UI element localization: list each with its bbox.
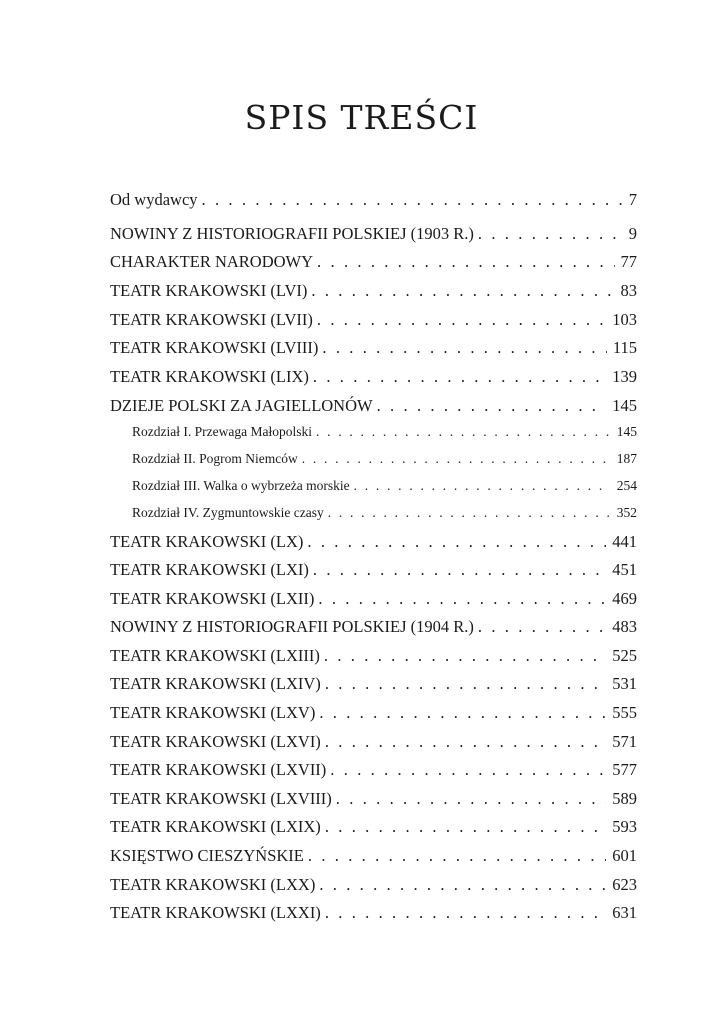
toc-entry	[110, 532, 637, 552]
dot-leader	[336, 789, 606, 809]
toc-subentry	[132, 424, 637, 440]
dot-leader	[307, 532, 606, 552]
toc-entry-page-number: 483	[612, 617, 637, 636]
dot-leader	[319, 703, 606, 723]
toc-entry	[110, 190, 637, 210]
dot-leader	[330, 760, 606, 780]
toc-entry-title: TEATR KRAKOWSKI (LXX)	[110, 875, 316, 894]
toc-entry	[110, 875, 637, 895]
toc-entry-title: Rozdział III. Walka o wybrzeża morskie	[132, 478, 350, 493]
toc-entry-page-number: 589	[612, 789, 637, 808]
toc-entry-title: TEATR KRAKOWSKI (LX)	[110, 532, 304, 551]
dot-leader	[318, 589, 606, 609]
toc-entry-title: NOWINY Z HISTORIOGRAFII POLSKIEJ (1903 R.)	[110, 224, 474, 243]
toc-entry	[110, 846, 637, 866]
toc-entry	[110, 589, 637, 609]
toc-entry-page-number: 187	[616, 451, 637, 466]
toc-entry-title: TEATR KRAKOWSKI (LXVI)	[110, 732, 321, 751]
toc-entry-title: TEATR KRAKOWSKI (LXVII)	[110, 760, 327, 779]
toc-entry-title: TEATR KRAKOWSKI (LXIV)	[110, 674, 321, 693]
dot-leader	[328, 505, 611, 521]
toc-entry-page-number: 139	[612, 367, 637, 386]
dot-leader	[316, 424, 611, 440]
toc-entry	[110, 674, 637, 694]
dot-leader	[202, 190, 623, 210]
toc-entry-title: TEATR KRAKOWSKI (LXI)	[110, 560, 309, 579]
toc-entry-page-number: 451	[612, 560, 637, 579]
dot-leader	[319, 875, 606, 895]
toc-entry	[110, 817, 637, 837]
toc-entry-page-number: 631	[612, 903, 637, 922]
toc-entry-page-number: 593	[612, 817, 637, 836]
toc-entry-title: TEATR KRAKOWSKI (LXIX)	[110, 817, 321, 836]
toc-entry	[110, 703, 637, 723]
toc-entry-title: TEATR KRAKOWSKI (LXII)	[110, 589, 315, 608]
dot-leader	[313, 367, 606, 387]
toc-entry-title: Rozdział I. Przewaga Małopolski	[132, 424, 312, 439]
toc-entry-title: TEATR KRAKOWSKI (LVI)	[110, 281, 308, 300]
dot-leader	[325, 732, 606, 752]
toc-entry-title: TEATR KRAKOWSKI (LIX)	[110, 367, 309, 386]
toc-entry	[110, 560, 637, 580]
toc-entry-page-number: 577	[612, 760, 637, 779]
toc-entry-title: TEATR KRAKOWSKI (LXXI)	[110, 903, 321, 922]
toc-entry-title: CHARAKTER NARODOWY	[110, 252, 314, 271]
toc-entry	[110, 732, 637, 752]
dot-leader	[325, 674, 606, 694]
toc-entry	[110, 617, 637, 637]
toc-entry-title: Od wydawcy	[110, 190, 198, 209]
toc-entry-title: TEATR KRAKOWSKI (LXIII)	[110, 646, 320, 665]
toc-entry	[110, 338, 637, 358]
dot-leader	[322, 338, 606, 358]
toc-entry-title: NOWINY Z HISTORIOGRAFII POLSKIEJ (1904 R.)	[110, 617, 474, 636]
toc-entry-page-number: 352	[616, 505, 637, 520]
toc-entry-page-number: 83	[620, 281, 637, 300]
toc-entry-title: TEATR KRAKOWSKI (LVII)	[110, 310, 313, 329]
toc-entry	[110, 903, 637, 923]
toc-entry-title: TEATR KRAKOWSKI (LXVIII)	[110, 789, 332, 808]
dot-leader	[478, 224, 623, 244]
toc-entry-page-number: 254	[616, 478, 637, 493]
toc-subentry	[132, 505, 637, 521]
toc-entry-page-number: 601	[612, 846, 637, 865]
toc-entry-page-number: 441	[612, 532, 637, 551]
toc-entry-page-number: 531	[612, 674, 637, 693]
dot-leader	[354, 478, 611, 494]
toc-entry-page-number: 525	[612, 646, 637, 665]
toc-entry	[110, 252, 637, 272]
toc-entry-page-number: 77	[620, 252, 637, 271]
toc-entry-page-number: 469	[612, 589, 637, 608]
toc-entry-title: TEATR KRAKOWSKI (LVIII)	[110, 338, 319, 357]
toc-entry-title: TEATR KRAKOWSKI (LXV)	[110, 703, 316, 722]
toc-entry-page-number: 555	[612, 703, 637, 722]
toc-entry	[110, 281, 637, 301]
dot-leader	[313, 560, 606, 580]
toc-entry	[110, 367, 637, 387]
toc-entry	[110, 396, 637, 416]
dot-leader	[377, 396, 607, 416]
toc-entry-page-number: 623	[612, 875, 637, 894]
dot-leader	[324, 646, 606, 666]
toc-entry-page-number: 571	[612, 732, 637, 751]
toc-entry-title: KSIĘSTWO CIESZYŃSKIE	[110, 846, 304, 865]
dot-leader	[325, 817, 606, 837]
toc-entry-page-number: 145	[612, 396, 637, 415]
dot-leader	[325, 903, 606, 923]
dot-leader	[317, 310, 606, 330]
toc-entry-page-number: 115	[612, 338, 637, 357]
page-title: SPIS TREŚCI	[244, 98, 479, 137]
dot-leader	[317, 252, 614, 272]
toc-entry-title: DZIEJE POLSKI ZA JAGIELLONÓW	[110, 396, 373, 415]
toc-entry-title: Rozdział IV. Zygmuntowskie czasy	[132, 505, 324, 520]
toc-entry	[110, 789, 637, 809]
toc-entry	[110, 224, 637, 244]
toc-entry	[110, 646, 637, 666]
toc-entry	[110, 760, 637, 780]
toc-entry	[110, 310, 637, 330]
toc-entry-page-number: 145	[616, 424, 637, 439]
dot-leader	[478, 617, 606, 637]
toc-entry-page-number: 103	[612, 310, 637, 329]
dot-leader	[302, 451, 611, 467]
toc-subentry	[132, 478, 637, 494]
toc-entry-page-number: 7	[628, 190, 637, 209]
dot-leader	[311, 281, 614, 301]
toc-entry-page-number: 9	[628, 224, 637, 243]
dot-leader	[308, 846, 606, 866]
toc-entry-title: Rozdział II. Pogrom Niemców	[132, 451, 298, 466]
toc-subentry	[132, 451, 637, 467]
